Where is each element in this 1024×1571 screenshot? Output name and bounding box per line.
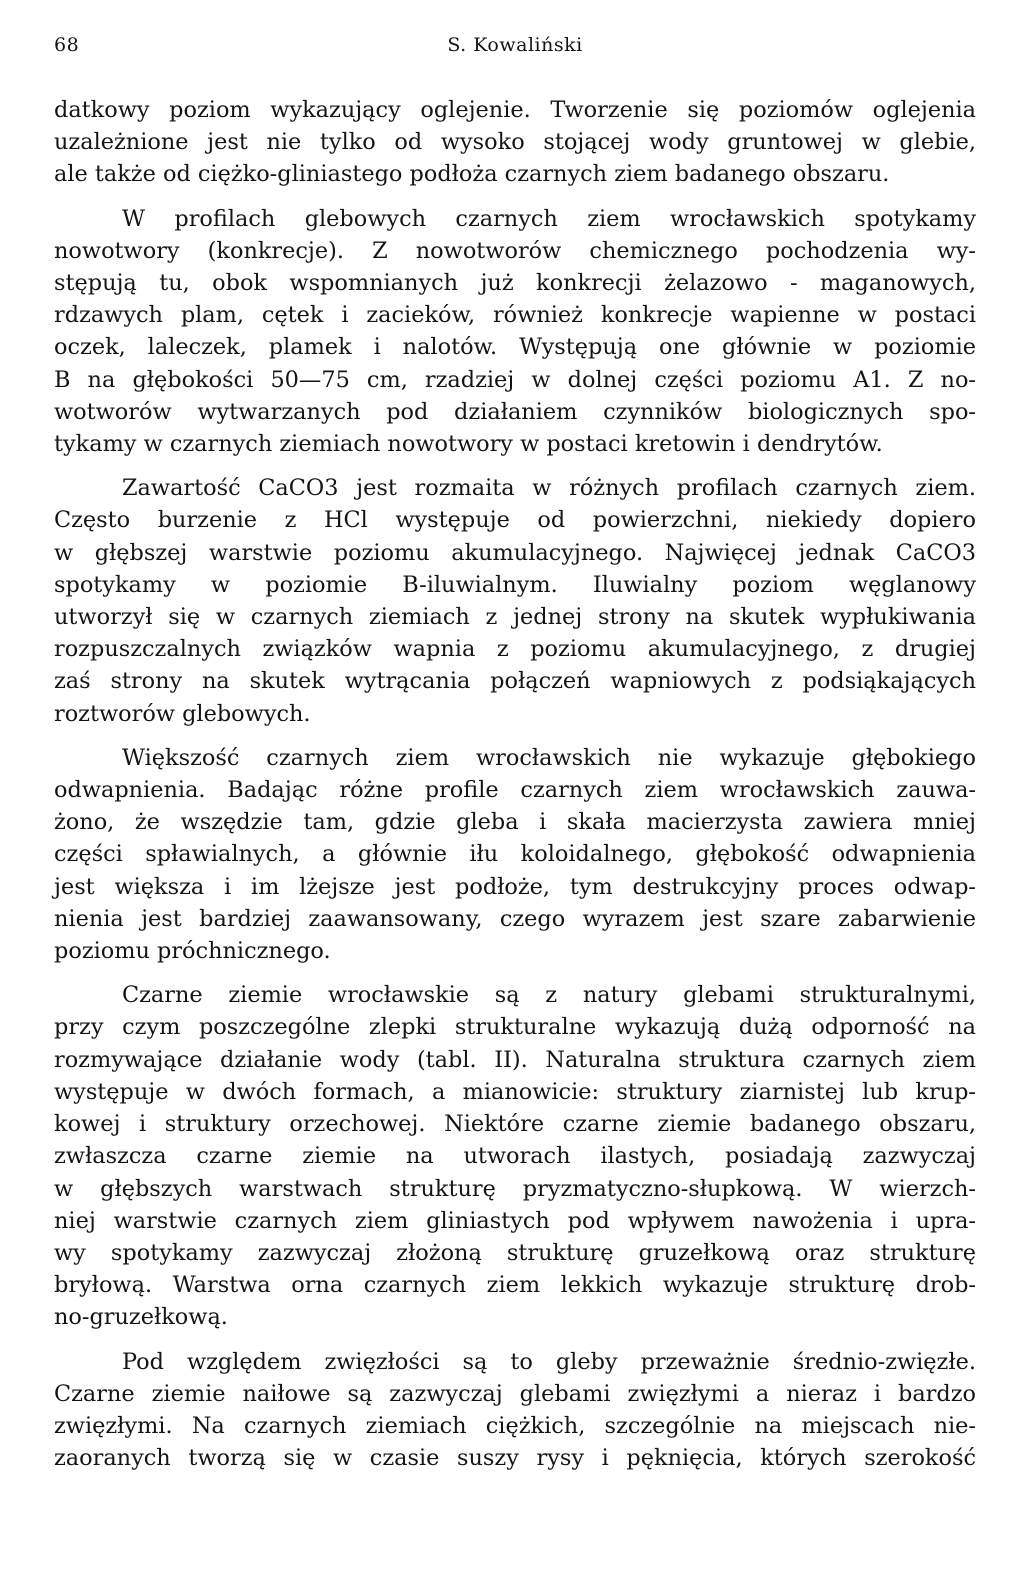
paragraph — [54, 742, 976, 967]
document-body — [54, 94, 976, 1474]
text-line: uzależnione jest nie tylko od wysoko stojącej wody gruntowej w glebie, — [54, 129, 976, 156]
paragraph — [54, 94, 976, 191]
text-line: zwłaszcza czarne ziemie na utworach ilastych, posiadają zazwyczaj — [54, 1143, 976, 1170]
text-line: zwięzłymi. Na czarnych ziemiach ciężkich, szczególnie na miejscach nie- — [54, 1412, 976, 1439]
text-line: poziomu próchnicznego. — [54, 938, 331, 965]
text-line: Większość czarnych ziem wrocławskich nie wykazuje głębokiego — [122, 744, 976, 771]
paragraph — [54, 203, 976, 461]
text-line: jest większa i im lżejsze jest podłoże, tym destrukcyjny proces odwap- — [54, 873, 976, 900]
text-line: Czarne ziemie wrocławskie są z natury glebami strukturalnymi, — [122, 982, 976, 1009]
running-header — [54, 30, 976, 64]
text-line: Pod względem zwięzłości są to gleby przeważnie średnio-zwięzłe. — [122, 1348, 976, 1375]
text-line: bryłową. Warstwa orna czarnych ziem lekkich wykazuje strukturę drob- — [54, 1272, 976, 1299]
text-line: rdzawych plam, cętek i zacieków, również konkrecje wapienne w postaci — [54, 302, 976, 329]
text-line: no-gruzełkową. — [54, 1304, 228, 1331]
text-line: spotykamy w poziomie B-iluwialnym. Iluwialny poziom węglanowy — [54, 571, 976, 598]
text-line: Zawartość CaCO3 jest rozmaita w różnych profilach czarnych ziem. — [122, 475, 976, 502]
text-line: rozmywające działanie wody (tabl. II). Naturalna struktura czarnych ziem — [54, 1046, 976, 1073]
text-line: nienia jest bardziej zaawansowany, czego wyrazem jest szare zabarwienie — [54, 905, 976, 932]
text-line: odwapnienia. Badając różne profile czarnych ziem wrocławskich zauwa- — [54, 777, 976, 804]
text-line: w głębszych warstwach strukturę pryzmatyczno-słupkową. W wierzch- — [54, 1175, 976, 1202]
text-line: w głębszej warstwie poziomu akumulacyjnego. Najwięcej jednak CaCO3 — [54, 539, 976, 566]
page-number: 68 — [54, 34, 80, 56]
text-line: wotworów wytwarzanych pod działaniem czynników biologicznych spo- — [54, 398, 976, 425]
text-line: datkowy poziom wykazujący oglejenie. Tworzenie się poziomów oglejenia — [54, 97, 976, 123]
paragraph — [54, 1346, 976, 1475]
text-line: utworzył się w czarnych ziemiach z jednej strony na skutek wypłukiwania — [54, 604, 976, 631]
text-line: Czarne ziemie naiłowe są zazwyczaj glebami zwięzłymi a nieraz i bardzo — [54, 1380, 976, 1407]
text-line: zaoranych tworzą się w czasie suszy rysy i pęknięcia, których szerokość — [54, 1445, 976, 1472]
text-line: części spławialnych, a głównie iłu koloidalnego, głębokość odwapnienia — [54, 841, 976, 868]
text-line: ale także od ciężko-gliniastego podłoża czarnych ziem badanego obszaru. — [54, 161, 890, 188]
text-line: W profilach glebowych czarnych ziem wrocławskich spotykamy — [122, 205, 976, 232]
text-line: wy spotykamy zazwyczaj złożoną strukturę gruzełkową oraz strukturę — [54, 1239, 976, 1266]
running-header-author: S. Kowaliński — [447, 34, 583, 56]
text-line: Często burzenie z HCl występuje od powierzchni, niekiedy dopiero — [54, 507, 976, 534]
text-line: przy czym poszczególne zlepki strukturalne wykazują dużą odporność na — [54, 1014, 976, 1041]
text-line: kowej i struktury orzechowej. Niektóre czarne ziemie badanego obszaru, — [54, 1111, 976, 1138]
text-line: roztworów glebowych. — [54, 700, 311, 727]
text-line: nowotwory (konkrecje). Z nowotworów chemicznego pochodzenia wy- — [54, 237, 976, 264]
text-line: rozpuszczalnych związków wapnia z poziomu akumulacyjnego, z drugiej — [54, 636, 976, 663]
paragraph — [54, 979, 976, 1333]
text-line: żono, że wszędzie tam, gdzie gleba i skała macierzysta zawiera mniej — [54, 809, 976, 836]
text-line: występuje w dwóch formach, a mianowicie: struktury ziarnistej lub krup- — [54, 1078, 976, 1105]
text-line: B na głębokości 50—75 cm, rzadziej w dolnej części poziomu A1. Z no- — [54, 366, 976, 393]
text-line: zaś strony na skutek wytrącania połączeń wapniowych z podsiąkających — [54, 668, 976, 695]
text-line: oczek, laleczek, plamek i nalotów. Występują one głównie w poziomie — [54, 334, 976, 361]
paragraph — [54, 472, 976, 730]
text-line: tykamy w czarnych ziemiach nowotwory w postaci kretowin i dendrytów. — [54, 431, 883, 458]
document-page — [54, 30, 976, 1484]
text-line: niej warstwie czarnych ziem gliniastych pod wpływem nawożenia i upra- — [54, 1207, 976, 1234]
text-line: stępują tu, obok wspomnianych już konkrecji żelazowo - maganowych, — [54, 270, 976, 297]
